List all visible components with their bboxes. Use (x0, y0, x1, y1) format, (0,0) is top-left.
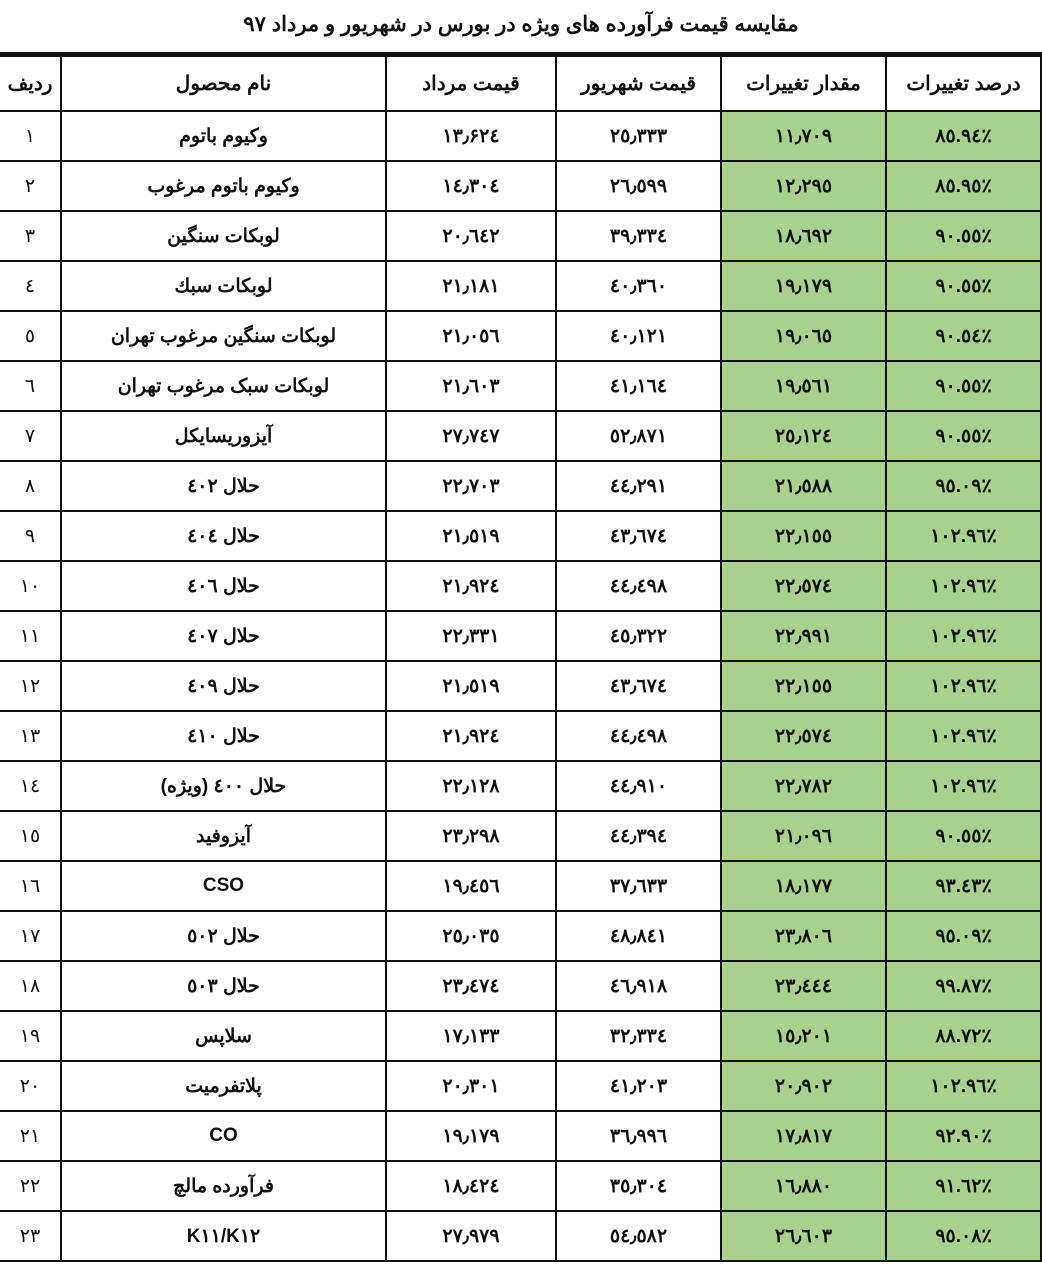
cell-price-shahrivar: ۳۷٫٦۳۳ (556, 861, 721, 911)
cell-product-name: لوبکات سبک مرغوب تهران (61, 361, 386, 411)
cell-product-name: CSO (61, 861, 386, 911)
cell-price-mordad: ۲۱٫۹۲٤ (386, 561, 556, 611)
cell-product-name: آیزوریسایکل (61, 411, 386, 461)
cell-price-mordad: ۲۱٫۱۸۱ (386, 261, 556, 311)
cell-amount-change: ۲۲٫۱٥٥ (721, 511, 886, 561)
cell-row-number: ۱۸ (0, 961, 61, 1011)
column-header-amount-change: مقدار تغییرات (721, 56, 886, 111)
cell-price-shahrivar: ٤۳٫٦۷٤ (556, 661, 721, 711)
cell-percent-change: ۱۰۲.۹٦٪ (886, 761, 1041, 811)
cell-percent-change: ۹۰.٥٤٪ (886, 311, 1041, 361)
table-row (0, 411, 1041, 461)
table-row (0, 561, 1041, 611)
cell-price-mordad: ۲۲٫۱۲۸ (386, 761, 556, 811)
cell-percent-change: ۹٥.۰۸٪ (886, 1211, 1041, 1261)
cell-product-name: وکیوم باتوم (61, 111, 386, 161)
cell-row-number: ۱۷ (0, 911, 61, 961)
cell-percent-change: ۱۰۲.۹٦٪ (886, 661, 1041, 711)
cell-row-number: ٥ (0, 311, 61, 361)
table-row (0, 111, 1041, 161)
cell-price-shahrivar: ٤٥٫۳۲۲ (556, 611, 721, 661)
cell-price-shahrivar: ٤٤٫۹۱۰ (556, 761, 721, 811)
cell-percent-change: ۸۸.۷۲٪ (886, 1011, 1041, 1061)
table-row (0, 711, 1041, 761)
cell-price-shahrivar: ٤۱٫۱٦٤ (556, 361, 721, 411)
cell-product-name: آیزوفید (61, 811, 386, 861)
cell-price-mordad: ۲۱٫٥۱۹ (386, 511, 556, 561)
cell-product-name: K۱۱/K۱۲ (61, 1211, 386, 1261)
cell-amount-change: ۲۳٫٤٤٤ (721, 961, 886, 1011)
cell-row-number: ۲ (0, 161, 61, 211)
cell-product-name: لوبکات سنگین (61, 211, 386, 261)
cell-row-number: ٦ (0, 361, 61, 411)
cell-percent-change: ۱۰۲.۹٦٪ (886, 711, 1041, 761)
cell-amount-change: ۱۷٫۸۱۷ (721, 1111, 886, 1161)
table-row (0, 161, 1041, 211)
cell-product-name: وکیوم باتوم مرغوب (61, 161, 386, 211)
cell-price-shahrivar: ۳٥٫۳۰٤ (556, 1161, 721, 1211)
table-row (0, 1011, 1041, 1061)
cell-product-name: لوبکات سبك (61, 261, 386, 311)
cell-price-mordad: ۲۱٫٥۱۹ (386, 661, 556, 711)
cell-price-mordad: ۱۳٫۶۲٤ (386, 111, 556, 161)
cell-row-number: ۱ (0, 111, 61, 161)
cell-amount-change: ۲۲٫۱٥٥ (721, 661, 886, 711)
cell-price-shahrivar: ٥٤٫٥۸۲ (556, 1211, 721, 1261)
cell-amount-change: ۲۲٫٥۷٤ (721, 561, 886, 611)
cell-percent-change: ۱۰۲.۹٦٪ (886, 561, 1041, 611)
cell-price-mordad: ۲۲٫۷۰۳ (386, 461, 556, 511)
cell-percent-change: ۹۰.٥٥٪ (886, 361, 1041, 411)
cell-amount-change: ۲۳٫۸۰٦ (721, 911, 886, 961)
cell-percent-change: ۹۰.٥٥٪ (886, 261, 1041, 311)
table-row (0, 261, 1041, 311)
cell-price-shahrivar: ۲٥٫۳۳۳ (556, 111, 721, 161)
cell-price-mordad: ۲۷٫۷٤۷ (386, 411, 556, 461)
cell-product-name: سلاپس (61, 1011, 386, 1061)
cell-row-number: ۲۳ (0, 1211, 61, 1261)
cell-product-name: پلاتفرمیت (61, 1061, 386, 1111)
cell-product-name: حلال ٤۰۹ (61, 661, 386, 711)
cell-product-name: حلال ٤۰٦ (61, 561, 386, 611)
cell-price-mordad: ۲۰٫۳۰۱ (386, 1061, 556, 1111)
cell-row-number: ۱۹ (0, 1011, 61, 1061)
cell-amount-change: ۱۱٫۷۰۹ (721, 111, 886, 161)
cell-row-number: ۹ (0, 511, 61, 561)
table-row (0, 811, 1041, 861)
cell-percent-change: ۹۲.۹۰٪ (886, 1111, 1041, 1161)
cell-row-number: ۱۳ (0, 711, 61, 761)
cell-price-mordad: ۱۷٫۱۳۳ (386, 1011, 556, 1061)
cell-amount-change: ۲۱٫٥۸۸ (721, 461, 886, 511)
column-header-product-name: نام محصول (61, 56, 386, 111)
cell-price-shahrivar: ۳۹٫۳۳٤ (556, 211, 721, 261)
cell-percent-change: ۹۱.٦۲٪ (886, 1161, 1041, 1211)
cell-amount-change: ۱۹٫٥٦۱ (721, 361, 886, 411)
cell-percent-change: ۸٥.۹٤٪ (886, 111, 1041, 161)
cell-product-name: حلال ٤۰۲ (61, 461, 386, 511)
table-row (0, 1111, 1041, 1161)
column-header-price-mordad: قیمت مرداد (386, 56, 556, 111)
cell-percent-change: ۹۰.٥٥٪ (886, 411, 1041, 461)
cell-percent-change: ۹۰.٥٥٪ (886, 211, 1041, 261)
cell-amount-change: ۲۲٫۷۸۲ (721, 761, 886, 811)
cell-product-name: حلال ٤۰۰ (ویژه) (61, 761, 386, 811)
cell-price-mordad: ۲٥٫۰۳٥ (386, 911, 556, 961)
cell-price-mordad: ۲۷٫۹۷۹ (386, 1211, 556, 1261)
cell-amount-change: ۱۸٫۱۷۷ (721, 861, 886, 911)
cell-price-mordad: ۱۹٫٤٥٦ (386, 861, 556, 911)
cell-price-mordad: ۲۱٫٦۰۳ (386, 361, 556, 411)
cell-amount-change: ۱۹٫۱۷۹ (721, 261, 886, 311)
cell-product-name: حلال ٥۰۳ (61, 961, 386, 1011)
cell-price-mordad: ۲۳٫٤۷٤ (386, 961, 556, 1011)
table-row (0, 211, 1041, 261)
cell-row-number: ۸ (0, 461, 61, 511)
table-row (0, 1061, 1041, 1111)
cell-product-name: حلال ٥۰۲ (61, 911, 386, 961)
cell-percent-change: ۹۳.٤۳٪ (886, 861, 1041, 911)
cell-price-shahrivar: ۳٦٫۹۹٦ (556, 1111, 721, 1161)
cell-price-shahrivar: ٤٦٫۹۱۸ (556, 961, 721, 1011)
cell-product-name: CO (61, 1111, 386, 1161)
cell-row-number: ۱۱ (0, 611, 61, 661)
cell-percent-change: ۹۰.٥٥٪ (886, 811, 1041, 861)
cell-row-number: ۲۰ (0, 1061, 61, 1111)
cell-row-number: ۱۲ (0, 661, 61, 711)
cell-product-name: حلال ٤۰٤ (61, 511, 386, 561)
table-row (0, 511, 1041, 561)
column-header-percent-change: درصد تغییرات (886, 56, 1041, 111)
table-row (0, 311, 1041, 361)
cell-percent-change: ۱۰۲.۹٦٪ (886, 1061, 1041, 1111)
cell-amount-change: ۲۱٫۰۹٦ (721, 811, 886, 861)
cell-price-shahrivar: ٤٤٫٤۹۸ (556, 711, 721, 761)
cell-price-shahrivar: ٤۸٫۸٤۱ (556, 911, 721, 961)
cell-price-mordad: ۲۲٫۳۳۱ (386, 611, 556, 661)
cell-price-shahrivar: ٤۰٫۳٦۰ (556, 261, 721, 311)
table-body (0, 111, 1041, 1261)
cell-product-name: فرآورده مالچ (61, 1161, 386, 1211)
cell-price-mordad: ۲۱٫۰٥٦ (386, 311, 556, 361)
table-row (0, 461, 1041, 511)
cell-product-name: لوبکات سنگین مرغوب تهران (61, 311, 386, 361)
cell-price-shahrivar: ٤٤٫٤۹۸ (556, 561, 721, 611)
cell-row-number: ۱٤ (0, 761, 61, 811)
cell-percent-change: ۹۹.۸۷٪ (886, 961, 1041, 1011)
document-title-bar (0, 0, 1042, 55)
cell-row-number: ۳ (0, 211, 61, 261)
table-row (0, 611, 1041, 661)
table-row (0, 911, 1041, 961)
cell-price-shahrivar: ٤۳٫٦۷٤ (556, 511, 721, 561)
cell-percent-change: ۱۰۲.۹٦٪ (886, 611, 1041, 661)
cell-row-number: ۲۱ (0, 1111, 61, 1161)
cell-amount-change: ۱٥٫۲۰۱ (721, 1011, 886, 1061)
table-row (0, 361, 1041, 411)
cell-amount-change: ۲۰٫۹۰۲ (721, 1061, 886, 1111)
table-row (0, 1211, 1041, 1261)
cell-product-name: حلال ٤۰۷ (61, 611, 386, 661)
cell-price-shahrivar: ۳۲٫۳۳٤ (556, 1011, 721, 1061)
cell-amount-change: ۱۹٫۰٦٥ (721, 311, 886, 361)
cell-price-shahrivar: ٥۲٫۸۷۱ (556, 411, 721, 461)
cell-row-number: ۷ (0, 411, 61, 461)
cell-price-shahrivar: ٤۰٫۱۲۱ (556, 311, 721, 361)
column-header-price-shahrivar: قیمت شهریور (556, 56, 721, 111)
cell-amount-change: ۱۲٫۲۹٥ (721, 161, 886, 211)
cell-price-mordad: ۱۹٫۱۷۹ (386, 1111, 556, 1161)
cell-percent-change: ۹٥.۰۹٪ (886, 461, 1041, 511)
cell-amount-change: ۲۲٫۹۹۱ (721, 611, 886, 661)
cell-amount-change: ۲٦٫٦۰۳ (721, 1211, 886, 1261)
cell-price-shahrivar: ٤٤٫۲۹۱ (556, 461, 721, 511)
page-title: مقایسه قیمت فرآورده های ویژه در بورس در شهریور و مرداد ۹۷ (243, 12, 799, 36)
price-comparison-table (0, 55, 1042, 1262)
column-header-row-number: ردیف (0, 56, 61, 111)
cell-row-number: ۲۲ (0, 1161, 61, 1211)
table-row (0, 761, 1041, 811)
cell-product-name: حلال ٤۱۰ (61, 711, 386, 761)
table-row (0, 861, 1041, 911)
cell-price-shahrivar: ٤٤٫۳۹٤ (556, 811, 721, 861)
table-row (0, 961, 1041, 1011)
table-row (0, 1161, 1041, 1211)
cell-amount-change: ۲٥٫۱۲٤ (721, 411, 886, 461)
cell-percent-change: ۹٥.۰۹٪ (886, 911, 1041, 961)
cell-amount-change: ۲۲٫٥۷٤ (721, 711, 886, 761)
cell-amount-change: ۱٦٫۸۸۰ (721, 1161, 886, 1211)
cell-row-number: ۱۰ (0, 561, 61, 611)
cell-percent-change: ۸٥.۹٥٪ (886, 161, 1041, 211)
cell-price-mordad: ۱۸٫٤۲٤ (386, 1161, 556, 1211)
cell-percent-change: ۱۰۲.۹٦٪ (886, 511, 1041, 561)
cell-price-mordad: ۲۰٫٦٤۲ (386, 211, 556, 261)
table-row (0, 661, 1041, 711)
cell-row-number: ٤ (0, 261, 61, 311)
cell-price-mordad: ۲۱٫۹۲٤ (386, 711, 556, 761)
cell-price-mordad: ۱٤٫۳۰٤ (386, 161, 556, 211)
cell-row-number: ۱٥ (0, 811, 61, 861)
cell-price-mordad: ۲۳٫۲۹۸ (386, 811, 556, 861)
cell-price-shahrivar: ٤۱٫۲۰۳ (556, 1061, 721, 1111)
cell-price-shahrivar: ۲٦٫٥۹۹ (556, 161, 721, 211)
cell-row-number: ۱٦ (0, 861, 61, 911)
table-header-row (0, 56, 1041, 111)
cell-amount-change: ۱۸٫٦۹۲ (721, 211, 886, 261)
